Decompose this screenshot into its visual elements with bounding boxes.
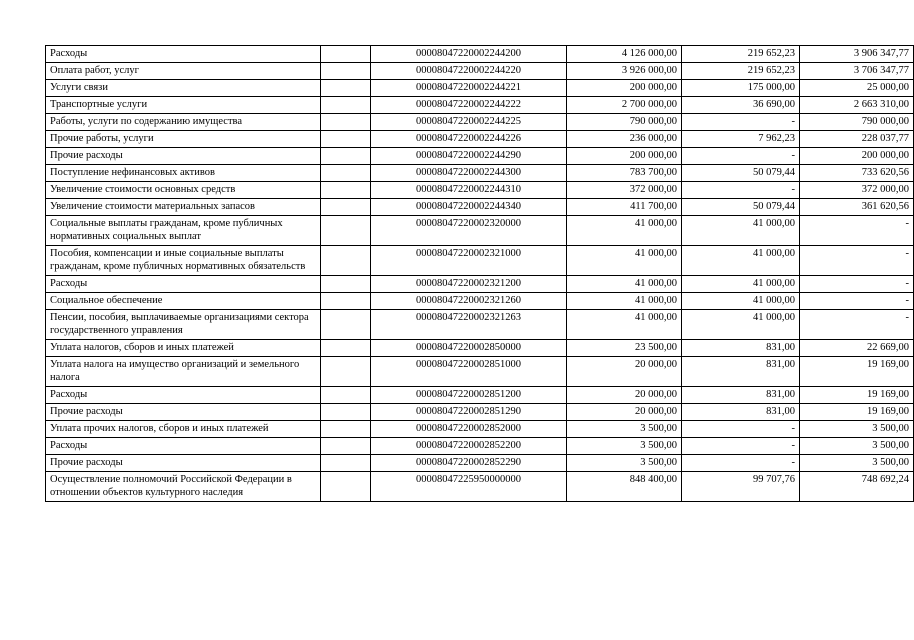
- remaining-amount-cell: 748 692,24: [800, 472, 914, 502]
- table-row: [46, 455, 914, 472]
- code-cell: 00008047220002244290: [371, 148, 567, 165]
- empty-cell: [321, 438, 371, 455]
- code-cell: 00008047220002852200: [371, 438, 567, 455]
- executed-amount-cell: -: [682, 438, 800, 455]
- remaining-amount-cell: -: [800, 216, 914, 246]
- remaining-amount-cell: 372 000,00: [800, 182, 914, 199]
- empty-cell: [321, 216, 371, 246]
- code-cell: 00008047220002244310: [371, 182, 567, 199]
- executed-amount-cell: 41 000,00: [682, 246, 800, 276]
- executed-amount-cell: 99 707,76: [682, 472, 800, 502]
- code-cell: 00008047220002321260: [371, 293, 567, 310]
- code-cell: 00008047220002852000: [371, 421, 567, 438]
- approved-amount-cell: 3 500,00: [567, 455, 682, 472]
- empty-cell: [321, 131, 371, 148]
- remaining-amount-cell: 228 037,77: [800, 131, 914, 148]
- table-row: [46, 438, 914, 455]
- executed-amount-cell: 50 079,44: [682, 165, 800, 182]
- name-cell: Прочие расходы: [46, 148, 321, 165]
- remaining-amount-cell: 361 620,56: [800, 199, 914, 216]
- remaining-amount-cell: 3 500,00: [800, 438, 914, 455]
- name-cell: Работы, услуги по содержанию имущества: [46, 114, 321, 131]
- table-row: [46, 293, 914, 310]
- remaining-amount-cell: 19 169,00: [800, 404, 914, 421]
- executed-amount-cell: 7 962,23: [682, 131, 800, 148]
- table-row: [46, 472, 914, 502]
- code-cell: 00008047220002244340: [371, 199, 567, 216]
- empty-cell: [321, 276, 371, 293]
- code-cell: 00008047220002850000: [371, 340, 567, 357]
- table-body: [46, 46, 914, 502]
- table-row: [46, 148, 914, 165]
- empty-cell: [321, 165, 371, 182]
- code-cell: 00008047220002244226: [371, 131, 567, 148]
- name-cell: Расходы: [46, 46, 321, 63]
- executed-amount-cell: -: [682, 114, 800, 131]
- approved-amount-cell: 411 700,00: [567, 199, 682, 216]
- empty-cell: [321, 97, 371, 114]
- executed-amount-cell: 831,00: [682, 404, 800, 421]
- executed-amount-cell: 831,00: [682, 340, 800, 357]
- approved-amount-cell: 41 000,00: [567, 246, 682, 276]
- name-cell: Расходы: [46, 387, 321, 404]
- table-row: [46, 421, 914, 438]
- table-row: [46, 165, 914, 182]
- remaining-amount-cell: -: [800, 276, 914, 293]
- executed-amount-cell: 41 000,00: [682, 293, 800, 310]
- name-cell: Оплата работ, услуг: [46, 63, 321, 80]
- code-cell: 00008047220002852290: [371, 455, 567, 472]
- approved-amount-cell: 200 000,00: [567, 80, 682, 97]
- executed-amount-cell: 41 000,00: [682, 216, 800, 246]
- remaining-amount-cell: -: [800, 293, 914, 310]
- name-cell: Расходы: [46, 438, 321, 455]
- empty-cell: [321, 472, 371, 502]
- executed-amount-cell: 831,00: [682, 357, 800, 387]
- approved-amount-cell: 2 700 000,00: [567, 97, 682, 114]
- executed-amount-cell: 175 000,00: [682, 80, 800, 97]
- empty-cell: [321, 455, 371, 472]
- approved-amount-cell: 372 000,00: [567, 182, 682, 199]
- empty-cell: [321, 80, 371, 97]
- executed-amount-cell: -: [682, 421, 800, 438]
- empty-cell: [321, 182, 371, 199]
- empty-cell: [321, 404, 371, 421]
- name-cell: Увеличение стоимости материальных запасов: [46, 199, 321, 216]
- code-cell: 00008047220002244300: [371, 165, 567, 182]
- approved-amount-cell: 3 500,00: [567, 438, 682, 455]
- empty-cell: [321, 148, 371, 165]
- remaining-amount-cell: 3 906 347,77: [800, 46, 914, 63]
- approved-amount-cell: 20 000,00: [567, 357, 682, 387]
- name-cell: Уплата налога на имущество организаций и земельного налога: [46, 357, 321, 387]
- name-cell: Транспортные услуги: [46, 97, 321, 114]
- empty-cell: [321, 357, 371, 387]
- name-cell: Расходы: [46, 276, 321, 293]
- empty-cell: [321, 63, 371, 80]
- table-row: [46, 276, 914, 293]
- name-cell: Увеличение стоимости основных средств: [46, 182, 321, 199]
- approved-amount-cell: 3 926 000,00: [567, 63, 682, 80]
- executed-amount-cell: 831,00: [682, 387, 800, 404]
- code-cell: 00008047220002244225: [371, 114, 567, 131]
- table-row: [46, 216, 914, 246]
- table-row: [46, 114, 914, 131]
- empty-cell: [321, 46, 371, 63]
- remaining-amount-cell: 733 620,56: [800, 165, 914, 182]
- name-cell: Пенсии, пособия, выплачиваемые организациями сектора государственного управления: [46, 310, 321, 340]
- approved-amount-cell: 4 126 000,00: [567, 46, 682, 63]
- name-cell: Услуги связи: [46, 80, 321, 97]
- code-cell: 00008047220002321000: [371, 246, 567, 276]
- empty-cell: [321, 421, 371, 438]
- remaining-amount-cell: 19 169,00: [800, 387, 914, 404]
- approved-amount-cell: 3 500,00: [567, 421, 682, 438]
- code-cell: 00008047220002851000: [371, 357, 567, 387]
- table-row: [46, 340, 914, 357]
- table-row: [46, 357, 914, 387]
- name-cell: Прочие расходы: [46, 404, 321, 421]
- approved-amount-cell: 783 700,00: [567, 165, 682, 182]
- remaining-amount-cell: 200 000,00: [800, 148, 914, 165]
- executed-amount-cell: 41 000,00: [682, 310, 800, 340]
- table-row: [46, 97, 914, 114]
- name-cell: Поступление нефинансовых активов: [46, 165, 321, 182]
- executed-amount-cell: -: [682, 455, 800, 472]
- code-cell: 00008047220002244220: [371, 63, 567, 80]
- remaining-amount-cell: -: [800, 246, 914, 276]
- code-cell: 00008047220002244200: [371, 46, 567, 63]
- approved-amount-cell: 790 000,00: [567, 114, 682, 131]
- table-row: [46, 46, 914, 63]
- executed-amount-cell: 41 000,00: [682, 276, 800, 293]
- executed-amount-cell: 36 690,00: [682, 97, 800, 114]
- remaining-amount-cell: 2 663 310,00: [800, 97, 914, 114]
- approved-amount-cell: 20 000,00: [567, 387, 682, 404]
- remaining-amount-cell: 3 500,00: [800, 455, 914, 472]
- executed-amount-cell: -: [682, 148, 800, 165]
- approved-amount-cell: 41 000,00: [567, 276, 682, 293]
- executed-amount-cell: -: [682, 182, 800, 199]
- approved-amount-cell: 200 000,00: [567, 148, 682, 165]
- approved-amount-cell: 41 000,00: [567, 216, 682, 246]
- table-row: [46, 63, 914, 80]
- empty-cell: [321, 387, 371, 404]
- code-cell: 00008047220002851290: [371, 404, 567, 421]
- table-row: [46, 199, 914, 216]
- table-row: [46, 310, 914, 340]
- empty-cell: [321, 310, 371, 340]
- empty-cell: [321, 114, 371, 131]
- name-cell: Социальное обеспечение: [46, 293, 321, 310]
- name-cell: Уплата прочих налогов, сборов и иных платежей: [46, 421, 321, 438]
- remaining-amount-cell: 22 669,00: [800, 340, 914, 357]
- code-cell: 00008047220002244222: [371, 97, 567, 114]
- approved-amount-cell: 848 400,00: [567, 472, 682, 502]
- approved-amount-cell: 236 000,00: [567, 131, 682, 148]
- table-row: [46, 131, 914, 148]
- name-cell: Социальные выплаты гражданам, кроме публичных нормативных социальных выплат: [46, 216, 321, 246]
- remaining-amount-cell: 19 169,00: [800, 357, 914, 387]
- remaining-amount-cell: 25 000,00: [800, 80, 914, 97]
- table-row: [46, 246, 914, 276]
- approved-amount-cell: 23 500,00: [567, 340, 682, 357]
- executed-amount-cell: 50 079,44: [682, 199, 800, 216]
- remaining-amount-cell: -: [800, 310, 914, 340]
- approved-amount-cell: 41 000,00: [567, 310, 682, 340]
- empty-cell: [321, 199, 371, 216]
- code-cell: 00008047220002321263: [371, 310, 567, 340]
- table-row: [46, 387, 914, 404]
- budget-execution-table: [45, 45, 914, 502]
- table-row: [46, 80, 914, 97]
- approved-amount-cell: 20 000,00: [567, 404, 682, 421]
- name-cell: Прочие работы, услуги: [46, 131, 321, 148]
- empty-cell: [321, 293, 371, 310]
- approved-amount-cell: 41 000,00: [567, 293, 682, 310]
- table-row: [46, 182, 914, 199]
- remaining-amount-cell: 3 500,00: [800, 421, 914, 438]
- code-cell: 00008047220002851200: [371, 387, 567, 404]
- code-cell: 00008047220002320000: [371, 216, 567, 246]
- code-cell: 00008047220002321200: [371, 276, 567, 293]
- name-cell: Уплата налогов, сборов и иных платежей: [46, 340, 321, 357]
- name-cell: Прочие расходы: [46, 455, 321, 472]
- table-row: [46, 404, 914, 421]
- empty-cell: [321, 246, 371, 276]
- code-cell: 00008047220002244221: [371, 80, 567, 97]
- executed-amount-cell: 219 652,23: [682, 63, 800, 80]
- executed-amount-cell: 219 652,23: [682, 46, 800, 63]
- remaining-amount-cell: 790 000,00: [800, 114, 914, 131]
- name-cell: Пособия, компенсации и иные социальные выплаты гражданам, кроме публичных нормативных обязательств: [46, 246, 321, 276]
- code-cell: 00008047225950000000: [371, 472, 567, 502]
- name-cell: Осуществление полномочий Российской Федерации в отношении объектов культурного наследия: [46, 472, 321, 502]
- empty-cell: [321, 340, 371, 357]
- remaining-amount-cell: 3 706 347,77: [800, 63, 914, 80]
